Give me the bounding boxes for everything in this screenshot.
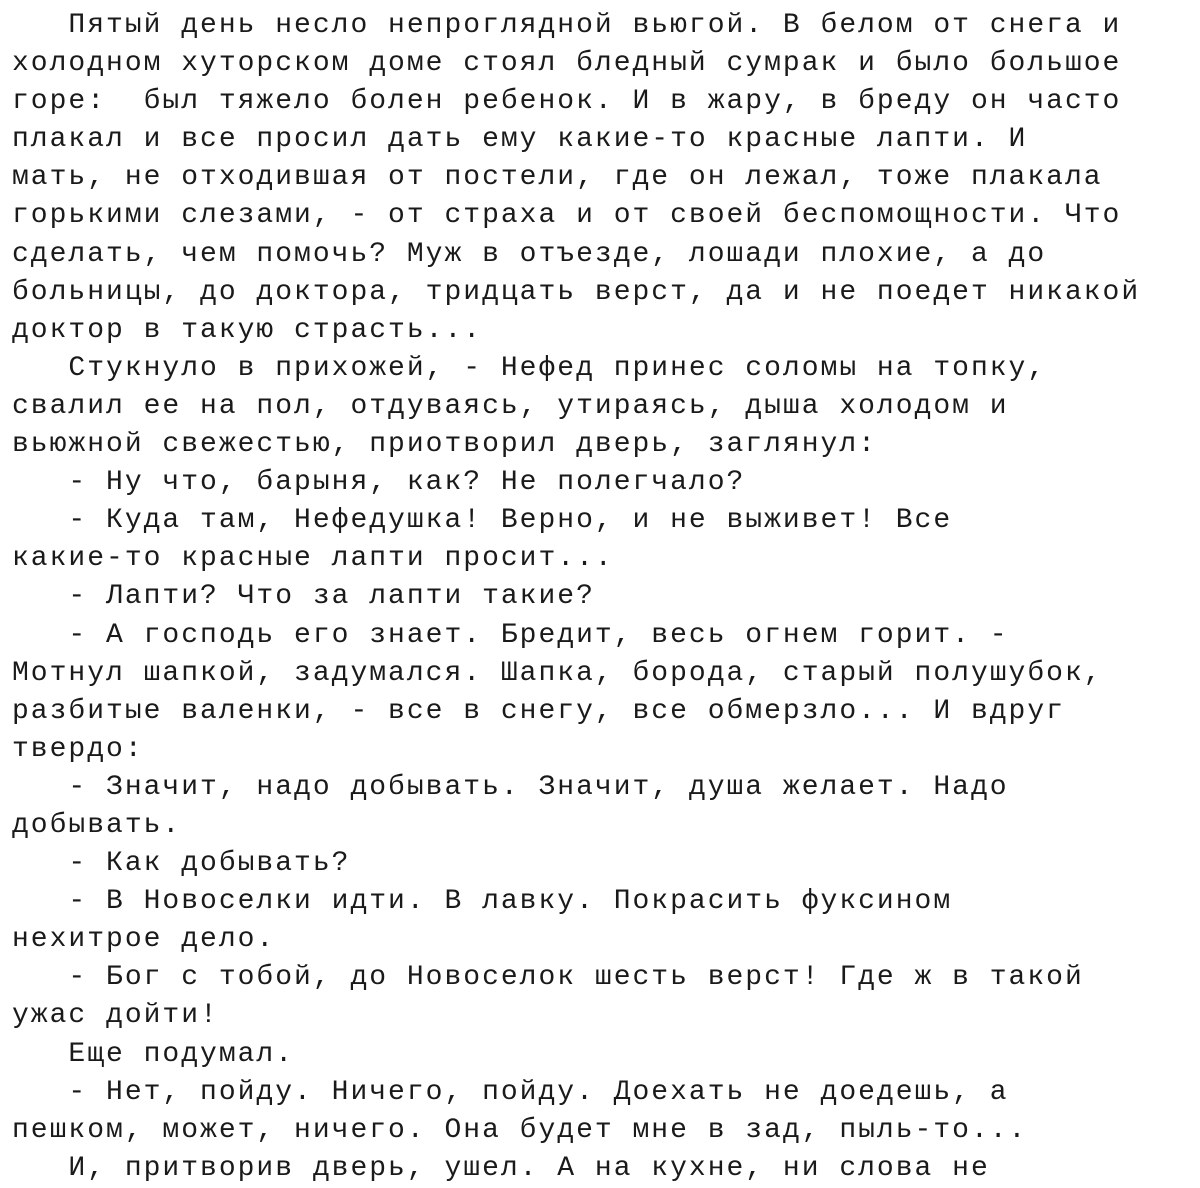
text-line: И, притворив дверь, ушел. А на кухне, ни слова не — [12, 1152, 990, 1184]
text-line: ужас дойти! — [12, 1000, 219, 1032]
text-line: - Лапти? Что за лапти такие? — [12, 581, 595, 613]
text-line: мать, не отходившая от постели, где он лежал, тоже плакала — [12, 162, 1103, 194]
text-line: - Бог с тобой, до Новоселок шесть верст! Где ж в такой — [12, 962, 1084, 994]
text-line: горе: был тяжело болен ребенок. И в жару, в бреду он часто — [12, 86, 1122, 118]
text-line: твердо: — [12, 733, 144, 765]
text-line: - Как добывать? — [12, 848, 351, 880]
text-line: свалил ее на пол, отдуваясь, утираясь, дыша холодом и — [12, 390, 1009, 422]
text-line: Мотнул шапкой, задумался. Шапка, борода, старый полушубок, — [12, 657, 1103, 689]
text-line: вьюжной свежестью, приотворил дверь, заглянул: — [12, 429, 877, 461]
text-line: Пятый день несло непроглядной вьюгой. В белом от снега и — [12, 10, 1122, 41]
text-line: - Куда там, Нефедушка! Верно, и не выживет! Все — [12, 505, 953, 537]
text-line: сделать, чем помочь? Муж в отъезде, лошади плохие, а до — [12, 238, 1047, 270]
text-line: - Значит, надо добывать. Значит, душа желает. Надо — [12, 771, 1009, 803]
text-line: какие-то красные лапти просит... — [12, 543, 614, 575]
text-line: добывать. — [12, 809, 182, 841]
text-line: - Ну что, барыня, как? Не полегчало? — [12, 467, 746, 499]
text-line: разбитые валенки, - все в снегу, все обмерзло... И вдруг — [12, 695, 1065, 727]
text-line: - В Новоселки идти. В лавку. Покрасить фуксином — [12, 886, 953, 918]
text-line: - Нет, пойду. Ничего, пойду. Доехать не доедешь, а — [12, 1076, 1009, 1108]
text-line: больницы, до доктора, тридцать верст, да и не поедет никакой — [12, 276, 1141, 308]
text-line: горькими слезами, - от страха и от своей беспомощности. Что — [12, 200, 1122, 232]
text-line: Стукнуло в прихожей, - Нефед принес соломы на топку, — [12, 352, 1047, 384]
text-line: нехитрое дело. — [12, 924, 276, 956]
text-line: плакал и все просил дать ему какие-то красные лапти. И — [12, 124, 1028, 156]
text-line: доктор в такую страсть... — [12, 314, 483, 346]
text-line: холодном хуторском доме стоял бледный сумрак и было большое — [12, 48, 1122, 80]
document-text — [12, 7, 1192, 1188]
text-line: Еще подумал. — [12, 1038, 295, 1070]
text-line: - А господь его знает. Бредит, весь огнем горит. - — [12, 619, 1009, 651]
text-line: пешком, может, ничего. Она будет мне в зад, пыль-то... — [12, 1114, 1028, 1146]
